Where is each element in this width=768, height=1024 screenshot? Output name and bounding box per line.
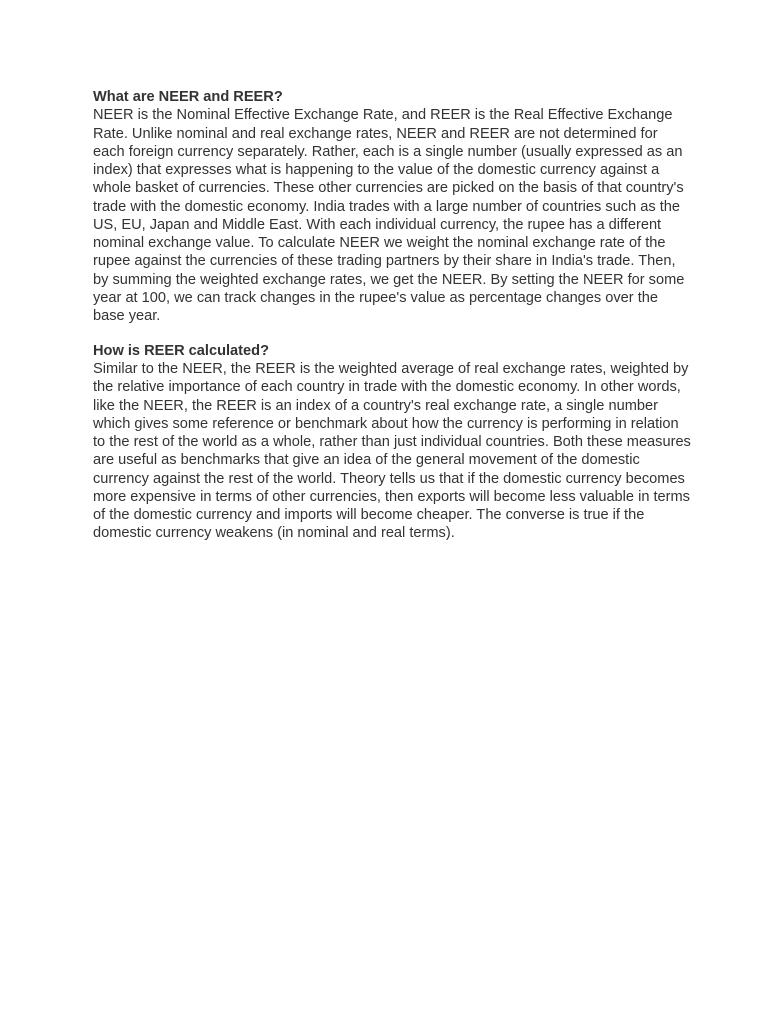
paragraph-line: index) that expresses what is happening to the value of the domestic currency against a: [93, 162, 660, 178]
paragraph-line: base year.: [93, 308, 161, 324]
section-heading: How is REER calculated?: [93, 342, 269, 359]
paragraph-line: like the NEER, the REER is an index of a country's real exchange rate, a single number: [93, 397, 658, 414]
paragraph-line: which gives some reference or benchmark about how the currency is performing in relation: [93, 415, 679, 432]
paragraph-line: more expensive in terms of other currencies, then exports will become less valuable in terms: [93, 488, 690, 505]
section-neer-reer: [93, 88, 693, 325]
paragraph-line: NEER is the Nominal Effective Exchange Rate, and REER is the Real Effective Exchange: [93, 107, 673, 124]
section-heading: What are NEER and REER?: [93, 89, 283, 105]
paragraph-line: Rate. Unlike nominal and real exchange rates, NEER and REER are not determined for: [93, 125, 658, 142]
paragraph-line: nominal exchange value. To calculate NEER we weight the nominal exchange rate of the: [93, 235, 666, 251]
paragraph-line: rupee against the currencies of these trading partners by their share in India's trade. Then,: [93, 253, 676, 270]
paragraph-line: Similar to the NEER, the REER is the weighted average of real exchange rates, weighted by: [93, 361, 689, 377]
paragraph-line: whole basket of currencies. These other currencies are picked on the basis of that country's: [93, 180, 684, 197]
paragraph-line: each foreign currency separately. Rather, each is a single number (usually expressed as an: [93, 143, 683, 160]
paragraph-line: to the rest of the world as a whole, rather than just individual countries. Both these measures: [93, 434, 691, 450]
paragraph-line: domestic currency weakens (in nominal and real terms).: [93, 525, 455, 542]
document-page: [93, 88, 693, 543]
section-reer-calculation: [93, 342, 693, 543]
paragraph-line: of the domestic currency and imports will become cheaper. The converse is true if the: [93, 507, 645, 523]
paragraph-line: currency against the rest of the world. Theory tells us that if the domestic currency becomes: [93, 470, 685, 487]
paragraph-line: trade with the domestic economy. India trades with a large number of countries such as the: [93, 198, 681, 215]
paragraph-line: US, EU, Japan and Middle East. With each individual currency, the rupee has a different: [93, 216, 662, 233]
paragraph-line: year at 100, we can track changes in the rupee's value as percentage changes over the: [93, 289, 659, 306]
paragraph-line: by summing the weighted exchange rates, we get the NEER. By setting the NEER for some: [93, 271, 685, 288]
paragraph-line: the relative importance of each country in trade with the domestic economy. In other words,: [93, 379, 681, 396]
paragraph-line: are useful as benchmarks that give an idea of the general movement of the domestic: [93, 452, 640, 469]
